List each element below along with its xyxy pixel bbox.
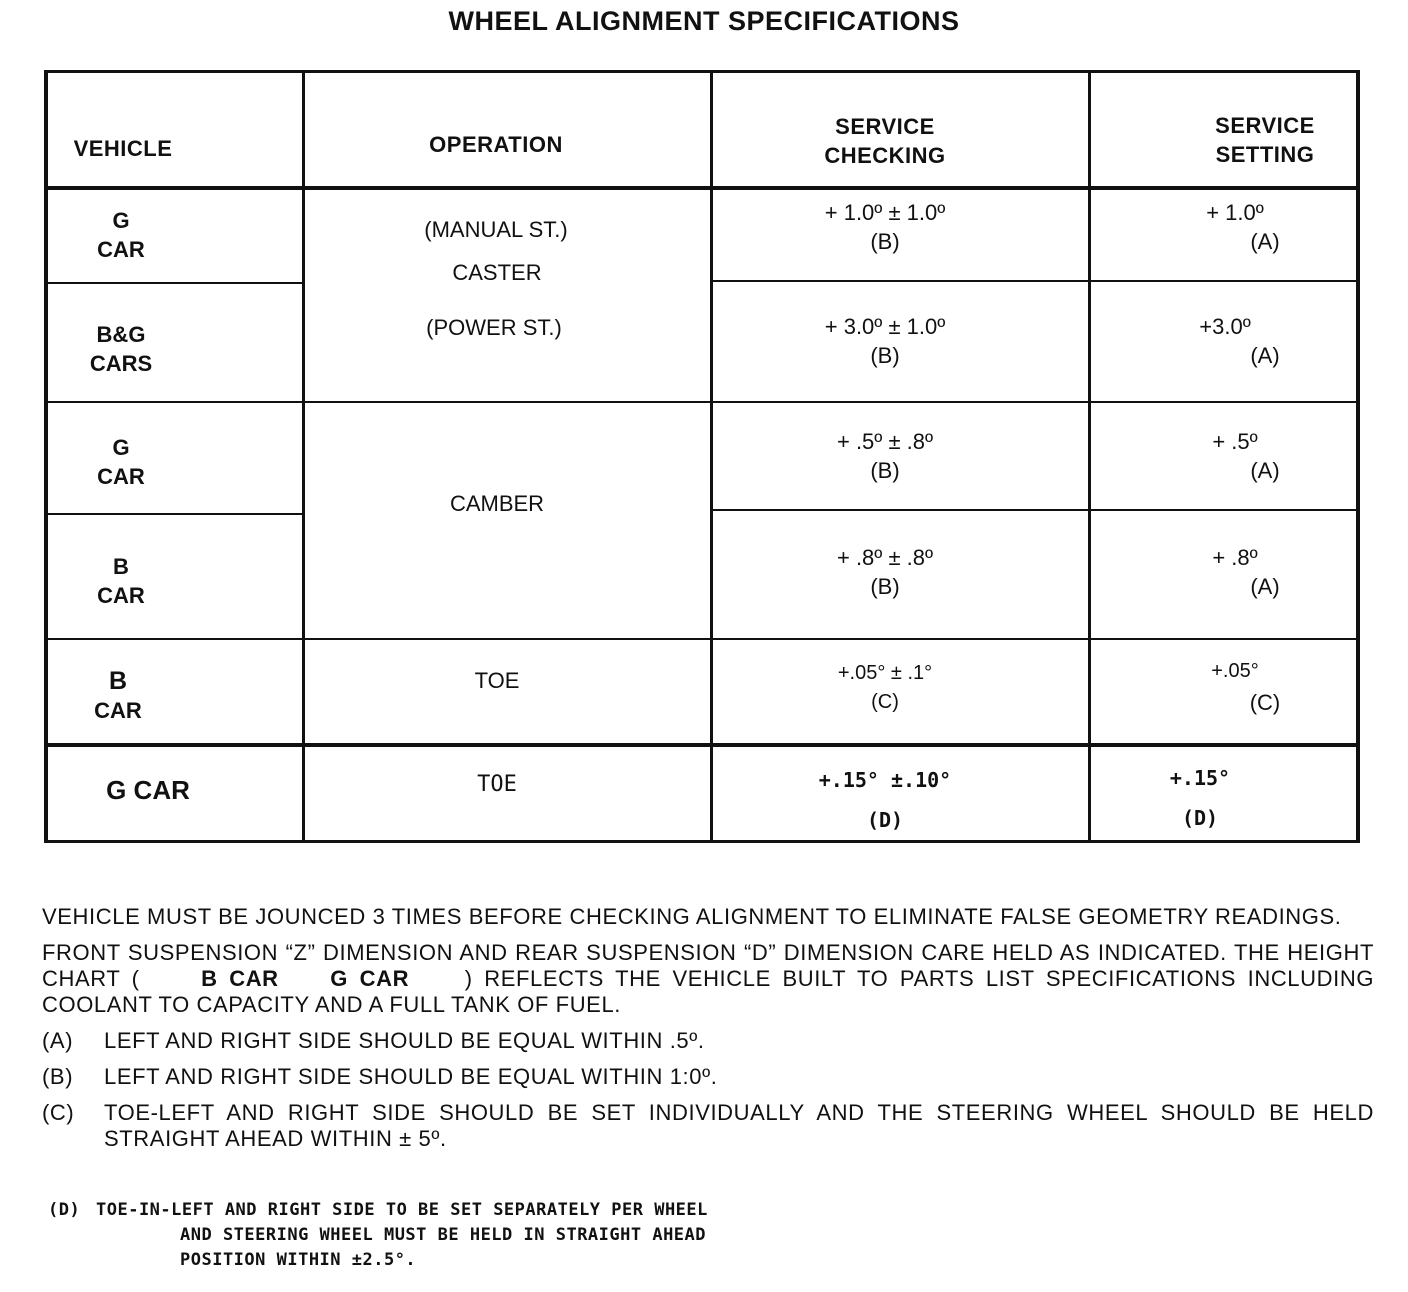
row1-checking-value: + 1.0º ± 1.0º [824,200,946,225]
header-operation: OPERATION [429,132,563,157]
row-divider-3b [712,509,1360,511]
footnote-c [42,1100,1374,1152]
row1-setting-value: + 1.0º [1206,200,1264,225]
row3-checking [712,427,1058,485]
row5-vehicle-line1: B [108,667,128,695]
footnote-a-key: (A) [42,1028,74,1053]
row4-checking-note: (B) [870,574,900,599]
row4-checking-value: + .8º ± .8º [836,545,934,570]
row1-checking-note: (B) [870,229,900,254]
row6-operation: TOE [477,772,517,797]
footnote-b-text: LEFT AND RIGHT SIDE SHOULD BE EQUAL WITHIN 1:0º. [104,1064,718,1089]
caster-power-label: (POWER ST.) [426,315,562,340]
header-service-setting-line1: SERVICE [1215,113,1315,138]
header-divider [44,186,1360,190]
row5-setting-note: (C) [1249,690,1281,715]
row4-vehicle-line1: B [113,554,129,579]
row-divider-1b [712,280,1360,282]
row-divider-4 [44,638,1360,640]
header-service-checking [712,112,1058,170]
footnote-d-row1 [48,1198,708,1223]
note-jounce: VEHICLE MUST BE JOUNCED 3 TIMES BEFORE CHECKING ALIGNMENT TO ELIMINATE FALSE GEOMETRY READINGS. [42,904,1342,929]
header-vehicle: VEHICLE [73,136,173,161]
row6-checking-note: (D) [866,808,904,832]
page-title: WHEEL ALIGNMENT SPECIFICATIONS [448,6,960,36]
row2-setting-value: +3.0º [1199,314,1251,339]
row2-setting-note: (A) [1250,343,1280,368]
col-divider-3 [1088,70,1091,843]
row2-vehicle-line2: CARS [89,351,153,376]
note-chart-g: G CAR [330,966,410,991]
row2-checking-value: + 3.0º ± 1.0º [824,314,946,339]
notes-section [42,904,1374,1162]
row3-vehicle-line1: G [112,435,130,460]
row5-checking-value: +.05° ± .1° [837,662,933,684]
table-border-top [44,70,1360,73]
row2-vehicle-line1: B&G [96,322,146,347]
note-dimension-part1: FRONT SUSPENSION “Z” DIMENSION AND REAR SUSPENSION “D” DIMENSION CARE HELD AS INDICATED. THE HEIGHT CHART ( [42,940,1374,991]
caster-manual-label: (MANUAL ST.) [424,217,568,242]
caster-label: CASTER [452,260,542,285]
col-divider-1 [302,70,305,843]
footnote-d [48,1198,708,1273]
row4-checking [712,543,1058,601]
row1-checking [712,198,1058,256]
row3-setting-value: + .5º [1212,429,1258,454]
row4-vehicle [48,552,194,610]
row-divider-5 [44,743,1360,747]
footnote-d-line3: POSITION WITHIN ±2.5°. [180,1250,417,1270]
row5-checking [712,659,1058,717]
row2-checking-note: (B) [870,343,900,368]
row5-setting-value: +.05° [1211,660,1259,682]
row5-operation: TOE [474,668,520,693]
header-service-checking-line1: SERVICE [835,114,935,139]
row3-setting-note: (A) [1250,458,1280,483]
footnote-d-key: (D) [48,1200,81,1220]
footnote-d-line1: TOE-IN-LEFT AND RIGHT SIDE TO BE SET SEPARATELY PER WHEEL [96,1200,708,1220]
row4-setting-note: (A) [1250,574,1280,599]
row3-vehicle-line2: CAR [97,464,145,489]
table-border-bottom [44,840,1360,843]
row1-vehicle-line1: G [112,208,130,233]
row6-setting-value: +.15° [1169,766,1231,790]
header-service-setting [1180,111,1350,169]
row4-vehicle-line2: CAR [97,583,145,608]
row4-setting-value: + .8º [1212,545,1258,570]
note-dimension-part2: ) REFLECTS THE VEHICLE BUILT TO PARTS LIST SPECIFICATIONS INCLUDING COOLANT TO CAPACITY AND A FULL TANK OF FUEL. [42,966,1375,1017]
row1-setting-note: (A) [1250,229,1280,254]
row6-checking-value: +.15° ±.10° [818,768,952,792]
row2-checking [712,312,1058,370]
footnote-b [42,1064,1374,1090]
row3-checking-value: + .5º ± .8º [836,429,934,454]
note-chart-b: B CAR [201,966,279,991]
footnote-c-key: (C) [42,1100,75,1125]
row5-vehicle [48,667,188,725]
footnote-d-line2: AND STEERING WHEEL MUST BE HELD IN STRAIGHT AHEAD [180,1225,707,1245]
row6-vehicle: G CAR [106,775,190,805]
row6-setting-note: (D) [1181,806,1219,830]
row5-vehicle-line2: CAR [94,698,142,723]
note-dimension [42,940,1374,1018]
header-service-checking-line2: CHECKING [824,143,946,168]
row-divider-3 [44,513,304,515]
footnote-a-text: LEFT AND RIGHT SIDE SHOULD BE EQUAL WITHIN .5º. [104,1028,705,1053]
row1-vehicle [48,206,194,264]
row3-vehicle [48,433,194,491]
row5-checking-note: (C) [871,691,899,713]
row3-checking-note: (B) [870,458,900,483]
row-divider-2 [44,401,1360,403]
row1-vehicle-line2: CAR [97,237,145,262]
camber-label: CAMBER [449,491,545,516]
footnote-c-text: TOE-LEFT AND RIGHT SIDE SHOULD BE SET INDIVIDUALLY AND THE STEERING WHEEL SHOULD BE HELD STRAIGHT AHEAD WITHIN ± 5º. [104,1100,1374,1151]
row2-vehicle [48,320,194,378]
footnote-b-key: (B) [42,1064,74,1089]
header-service-setting-line2: SETTING [1215,142,1315,167]
footnote-a [42,1028,1374,1054]
row-divider-1 [44,282,304,284]
